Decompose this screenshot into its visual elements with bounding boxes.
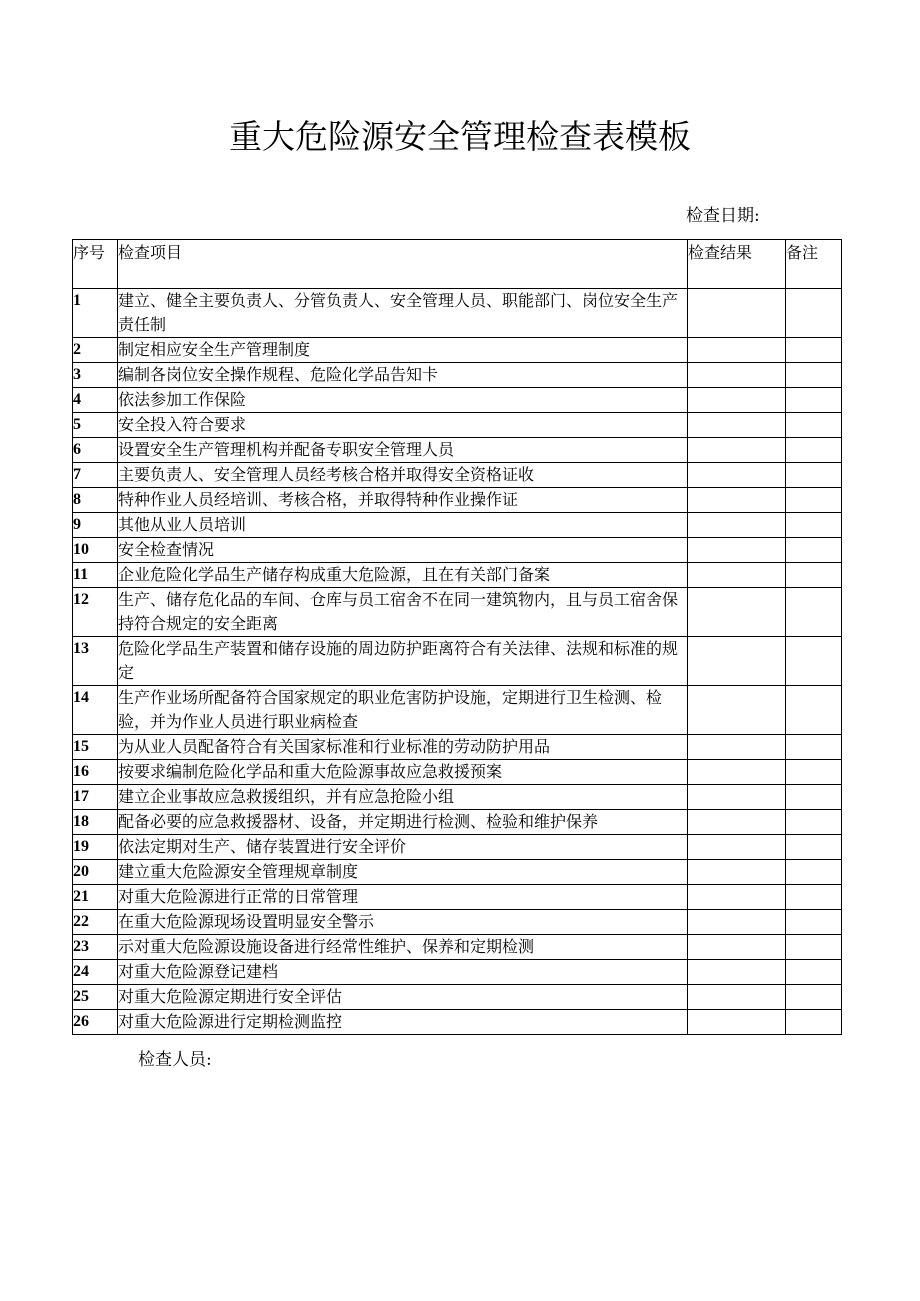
row-check-item: 建立重大危险源安全管理规章制度 bbox=[118, 860, 688, 885]
page-title: 重大危险源安全管理检查表模板 bbox=[229, 117, 691, 156]
row-result-cell[interactable] bbox=[688, 1010, 786, 1035]
row-result-cell[interactable] bbox=[688, 388, 786, 413]
row-number: 3 bbox=[73, 363, 118, 388]
row-number: 15 bbox=[73, 735, 118, 760]
row-number: 26 bbox=[73, 1010, 118, 1035]
table-row bbox=[73, 810, 842, 835]
checklist-body bbox=[73, 240, 842, 1035]
row-number: 7 bbox=[73, 463, 118, 488]
row-check-item: 对重大危险源登记建档 bbox=[118, 960, 688, 985]
header-note: 备注 bbox=[786, 240, 842, 289]
row-number: 25 bbox=[73, 985, 118, 1010]
row-result-cell[interactable] bbox=[688, 637, 786, 686]
table-row bbox=[73, 885, 842, 910]
row-check-item: 安全检查情况 bbox=[118, 538, 688, 563]
row-note-cell[interactable] bbox=[786, 388, 842, 413]
row-note-cell[interactable] bbox=[786, 588, 842, 637]
row-result-cell[interactable] bbox=[688, 289, 786, 338]
row-result-cell[interactable] bbox=[688, 563, 786, 588]
row-check-item: 依法定期对生产、储存装置进行安全评价 bbox=[118, 835, 688, 860]
row-result-cell[interactable] bbox=[688, 538, 786, 563]
table-row bbox=[73, 463, 842, 488]
checklist-table bbox=[72, 239, 842, 1035]
row-result-cell[interactable] bbox=[688, 835, 786, 860]
table-row bbox=[73, 438, 842, 463]
row-result-cell[interactable] bbox=[688, 810, 786, 835]
table-row bbox=[73, 363, 842, 388]
row-number: 6 bbox=[73, 438, 118, 463]
row-number: 9 bbox=[73, 513, 118, 538]
table-row bbox=[73, 935, 842, 960]
row-number: 19 bbox=[73, 835, 118, 860]
row-note-cell[interactable] bbox=[786, 413, 842, 438]
row-check-item: 企业危险化学品生产储存构成重大危险源，且在有关部门备案 bbox=[118, 563, 688, 588]
row-result-cell[interactable] bbox=[688, 463, 786, 488]
row-number: 11 bbox=[73, 563, 118, 588]
row-number: 22 bbox=[73, 910, 118, 935]
row-result-cell[interactable] bbox=[688, 760, 786, 785]
table-row bbox=[73, 588, 842, 637]
row-result-cell[interactable] bbox=[688, 488, 786, 513]
row-check-item: 在重大危险源现场设置明显安全警示 bbox=[118, 910, 688, 935]
row-result-cell[interactable] bbox=[688, 885, 786, 910]
row-note-cell[interactable] bbox=[786, 686, 842, 735]
row-number: 4 bbox=[73, 388, 118, 413]
row-number: 8 bbox=[73, 488, 118, 513]
row-number: 12 bbox=[73, 588, 118, 637]
table-row bbox=[73, 563, 842, 588]
row-check-item: 特种作业人员经培训、考核合格，并取得特种作业操作证 bbox=[118, 488, 688, 513]
row-result-cell[interactable] bbox=[688, 785, 786, 810]
row-check-item: 设置安全生产管理机构并配备专职安全管理人员 bbox=[118, 438, 688, 463]
table-row bbox=[73, 985, 842, 1010]
row-result-cell[interactable] bbox=[688, 363, 786, 388]
row-check-item: 为从业人员配备符合有关国家标准和行业标准的劳动防护用品 bbox=[118, 735, 688, 760]
header-result: 检查结果 bbox=[688, 240, 786, 289]
row-result-cell[interactable] bbox=[688, 588, 786, 637]
row-result-cell[interactable] bbox=[688, 735, 786, 760]
row-result-cell[interactable] bbox=[688, 338, 786, 363]
row-check-item: 主要负责人、安全管理人员经考核合格并取得安全资格证收 bbox=[118, 463, 688, 488]
row-check-item: 按要求编制危险化学品和重大危险源事故应急救援预案 bbox=[118, 760, 688, 785]
row-note-cell[interactable] bbox=[786, 885, 842, 910]
row-check-item: 制定相应安全生产管理制度 bbox=[118, 338, 688, 363]
row-check-item: 配备必要的应急救援器材、设备，并定期进行检测、检验和维护保养 bbox=[118, 810, 688, 835]
row-note-cell[interactable] bbox=[786, 860, 842, 885]
table-row bbox=[73, 735, 842, 760]
row-number: 17 bbox=[73, 785, 118, 810]
row-check-item: 对重大危险源定期进行安全评估 bbox=[118, 985, 688, 1010]
row-number: 20 bbox=[73, 860, 118, 885]
row-check-item: 生产作业场所配备符合国家规定的职业危害防护设施，定期进行卫生检测、检验，并为作业人员进行职业病检查 bbox=[118, 686, 688, 735]
row-result-cell[interactable] bbox=[688, 960, 786, 985]
row-number: 18 bbox=[73, 810, 118, 835]
row-note-cell[interactable] bbox=[786, 810, 842, 835]
table-row bbox=[73, 686, 842, 735]
table-row bbox=[73, 1010, 842, 1035]
row-result-cell[interactable] bbox=[688, 413, 786, 438]
table-row bbox=[73, 388, 842, 413]
row-number: 14 bbox=[73, 686, 118, 735]
row-note-cell[interactable] bbox=[786, 438, 842, 463]
row-number: 2 bbox=[73, 338, 118, 363]
row-note-cell[interactable] bbox=[786, 910, 842, 935]
row-result-cell[interactable] bbox=[688, 513, 786, 538]
table-row bbox=[73, 960, 842, 985]
row-number: 23 bbox=[73, 935, 118, 960]
row-check-item: 生产、储存危化品的车间、仓库与员工宿舍不在同一建筑物内，且与员工宿舍保持符合规定的安全距离 bbox=[118, 588, 688, 637]
row-result-cell[interactable] bbox=[688, 438, 786, 463]
row-note-cell[interactable] bbox=[786, 488, 842, 513]
row-result-cell[interactable] bbox=[688, 935, 786, 960]
row-note-cell[interactable] bbox=[786, 563, 842, 588]
row-check-item: 危险化学品生产装置和储存设施的周边防护距离符合有关法律、法规和标准的规定 bbox=[118, 637, 688, 686]
row-check-item: 其他从业人员培训 bbox=[118, 513, 688, 538]
row-check-item: 编制各岗位安全操作规程、危险化学品告知卡 bbox=[118, 363, 688, 388]
row-note-cell[interactable] bbox=[786, 785, 842, 810]
table-row bbox=[73, 637, 842, 686]
row-note-cell[interactable] bbox=[786, 363, 842, 388]
row-result-cell[interactable] bbox=[688, 686, 786, 735]
row-note-cell[interactable] bbox=[786, 538, 842, 563]
inspector-label: 检查人员: bbox=[138, 1050, 212, 1070]
header-no: 序号 bbox=[73, 240, 118, 289]
row-check-item: 对重大危险源进行定期检测监控 bbox=[118, 1010, 688, 1035]
row-check-item: 安全投入符合要求 bbox=[118, 413, 688, 438]
row-note-cell[interactable] bbox=[786, 338, 842, 363]
row-result-cell[interactable] bbox=[688, 910, 786, 935]
table-row bbox=[73, 910, 842, 935]
row-note-cell[interactable] bbox=[786, 289, 842, 338]
row-number: 24 bbox=[73, 960, 118, 985]
row-check-item: 示对重大危险源设施设备进行经常性维护、保养和定期检测 bbox=[118, 935, 688, 960]
table-header-row bbox=[73, 240, 842, 289]
row-check-item: 对重大危险源进行正常的日常管理 bbox=[118, 885, 688, 910]
row-note-cell[interactable] bbox=[786, 985, 842, 1010]
row-result-cell[interactable] bbox=[688, 985, 786, 1010]
table-row bbox=[73, 785, 842, 810]
table-row bbox=[73, 338, 842, 363]
table-row bbox=[73, 488, 842, 513]
row-check-item: 建立企业事故应急救援组织，并有应急抢险小组 bbox=[118, 785, 688, 810]
row-note-cell[interactable] bbox=[786, 735, 842, 760]
row-note-cell[interactable] bbox=[786, 835, 842, 860]
table-row bbox=[73, 513, 842, 538]
table-row bbox=[73, 289, 842, 338]
row-result-cell[interactable] bbox=[688, 860, 786, 885]
row-note-cell[interactable] bbox=[786, 513, 842, 538]
row-note-cell[interactable] bbox=[786, 960, 842, 985]
row-number: 21 bbox=[73, 885, 118, 910]
row-note-cell[interactable] bbox=[786, 760, 842, 785]
row-note-cell[interactable] bbox=[786, 637, 842, 686]
row-number: 10 bbox=[73, 538, 118, 563]
table-row bbox=[73, 760, 842, 785]
table-row bbox=[73, 835, 842, 860]
row-note-cell[interactable] bbox=[786, 935, 842, 960]
table-row bbox=[73, 413, 842, 438]
row-number: 13 bbox=[73, 637, 118, 686]
row-number: 16 bbox=[73, 760, 118, 785]
table-row bbox=[73, 538, 842, 563]
row-check-item: 依法参加工作保险 bbox=[118, 388, 688, 413]
table-row bbox=[73, 860, 842, 885]
row-note-cell[interactable] bbox=[786, 463, 842, 488]
row-note-cell[interactable] bbox=[786, 1010, 842, 1035]
row-number: 5 bbox=[73, 413, 118, 438]
row-check-item: 建立、健全主要负责人、分管负责人、安全管理人员、职能部门、岗位安全生产责任制 bbox=[118, 289, 688, 338]
row-number: 1 bbox=[73, 289, 118, 338]
inspection-date-label: 检查日期: bbox=[686, 206, 760, 226]
header-item: 检查项目 bbox=[118, 240, 688, 289]
